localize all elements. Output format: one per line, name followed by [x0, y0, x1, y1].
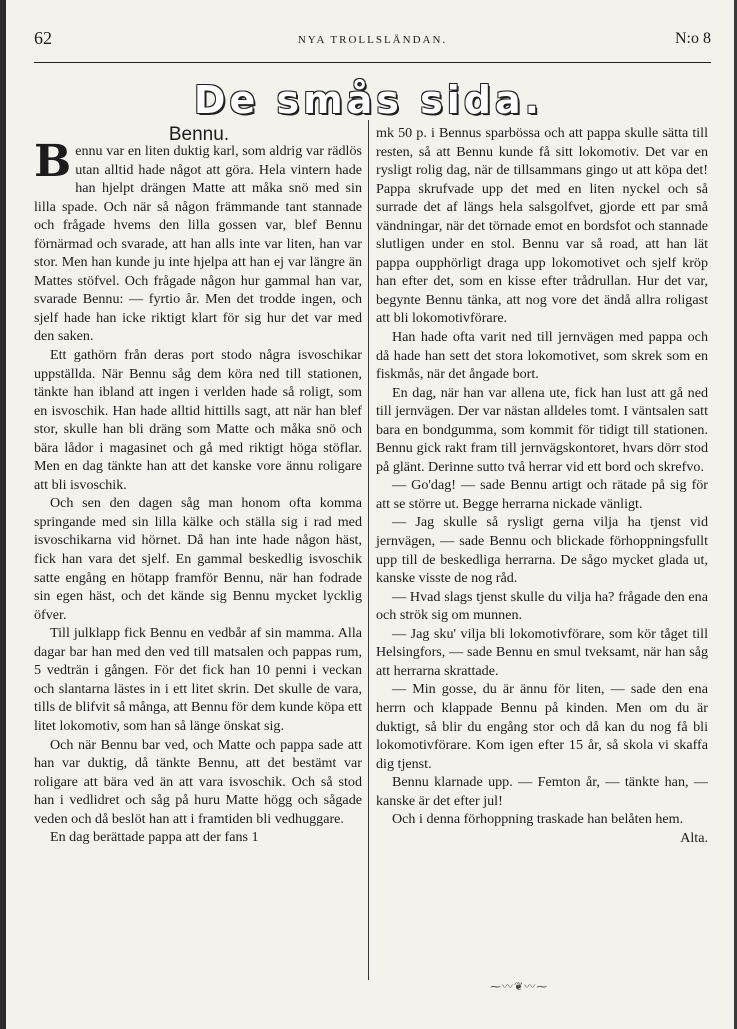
- section-title: De smås sida.: [193, 78, 544, 122]
- paragraph-text: ennu var en liten duktig karl, som aldrig var rädlös utan alltid hade något att göra. Hela vintern hade han hjelpt drängen Matte att måka snö med sin lilla spade. Och när så någon främmande tant stannade och frågade hvems den lilla gossen var, blef Bennu förnärmad och svarade, att han alls inte var liten, han var stor. Men han kunde ju inte hjelpa att han ej var längre än Mattes stöfvel. Och frågade någon hur gammal han var, svarade Bennu: — fyrtio år. Men det trodde ingen, och sjelf hade han icke riktigt klart för sig hur det var med den saken.: [34, 143, 362, 345]
- ornament-flourish-icon: ⁓〰❦〰⁓: [490, 981, 549, 993]
- paragraph: — Jag skulle så rysligt gerna vilja ha tjenst vid jernvägen, — sade Bennu och blickade förhoppningsfullt upp till de beskedliga herrarna. De sågo mycket glada ut, kanske visste de nog råd.: [376, 514, 708, 587]
- paragraph: En dag berättade pappa att der fans 1: [50, 829, 259, 846]
- text-column-left: [34, 136, 362, 847]
- paragraph: — Hvad slags tjenst skulle du vilja ha? frågade den ena och strök sig om munnen.: [376, 588, 708, 624]
- header-rule: [34, 62, 711, 63]
- running-header: [34, 24, 711, 54]
- paragraph: mk 50 p. i Bennus sparbössa och att pappa skulle sätta till resten, så att Bennu kunde få sitt lokomotiv. Det var en rysligt rolig dag, när de tillsammans gingo ut att köpa det! Pappa skrufvade upp det med en liten nyckel och så surrade det af längs hela salsgolfvet, gjorde ett par små vändningar, när det törnade emot en bordsfot och stannade slutligen under en stol. Bennu var så road, att han lät pappa oupphörligt draga upp lokomotivet och sjelf kröp han efter det, som en kisse efter trådrullan. Hur det var, begynte Bennu tänka, att nog vore det ändå allra roligast att bli lokomotivförare.: [376, 125, 708, 327]
- paragraph: Och när Bennu bar ved, och Matte och pappa sade att han var duktig, då tänkte Bennu, att det bestämt var roligare att bära ved än att vara isvoschik. Och så stod han i vedlidret och såg på huru Matte högg och sågade veden och då beslöt han att i framtiden bli vedhuggare.: [34, 736, 362, 827]
- paragraph: Och sen den dagen såg man honom ofta komma springande med sin lilla kälke och ställa sig i rad med isvoschikarna vid hörnet. Då han inte hade någon häst, fick han vara det sjelf. En gammal beskedlig isvoschik satte engång en hötapp framför Bennu, när han fodrade sin egen häst, och det kände sig Bennu mycket lycklig öfver.: [34, 495, 362, 623]
- journal-title: NYA TROLLSLÄNDAN.: [297, 34, 448, 46]
- page-number: 62: [34, 28, 52, 48]
- story-title: Bennu.: [168, 124, 230, 145]
- paragraph: — Jag sku' vilja bli lokomotivförare, som kör tåget till Helsingfors, — sade Bennu en smul tveksamt, när han såg att herrarna skrattade.: [376, 625, 708, 679]
- column-divider: [368, 120, 369, 980]
- text-column-right: [376, 124, 708, 847]
- page-edge-left: [0, 0, 6, 1029]
- issue-number: N:o 8: [675, 30, 711, 47]
- paragraph: Och i denna förhoppning traskade han belåten hem.: [392, 811, 684, 828]
- paragraph: Ett gathörn från deras port stodo några isvoschikar uppställda. När Bennu såg dem köra ned till stationen, tänkte han ibland att ingen i verlden hade så roligt, som en isvoschik. Han hade alltid hittills sagt, att när han blef stor, skulle han bli dräng som Matte och måka snö och bära lådor i magasinet och gå med riktigt höga stöflar. Men en dag tänkte han att det kanske vore ännu roligare att bli isvoschik.: [34, 347, 362, 493]
- signature: Alta.: [680, 829, 708, 846]
- paragraph: Till julklapp fick Bennu en vedbår af sin mamma. Alla dagar bar han med den ved till matsalen och pappas rum, 5 vedträn i gången. För det fick han 10 penni i veckan och slantarna lästes in i ett litet skrin. Det skulle de vara, tills de blifvit så många, att Bennu för dem kunde köpa ett litet lokomotiv, som han så länge önskat sig.: [34, 625, 362, 734]
- paragraph: [34, 136, 362, 346]
- drop-cap: B: [34, 136, 72, 187]
- paragraph: Han hade ofta varit ned till jernvägen med pappa och då hade han sett det stora lokomotivet, som skrek som en fiskmås, när det ångade bort.: [376, 329, 708, 383]
- paragraph: En dag, när han var allena ute, fick han lust att gå ned till jernvägen. Der var nästan alldeles tomt. I väntsalen satt bara en bondgumma, som kommit för tidigt till stationen. Bennu gick rakt fram till jernvägskontoret, hvars dörr stod på glänt. Derinne sutto två herrar vid ett bord och skrefvo.: [376, 384, 708, 475]
- paragraph: — Go'dag! — sade Bennu artigt och rätade på sig för att se större ut. Begge herrarna nickade vänligt.: [376, 477, 708, 512]
- paragraph: Bennu klarnade upp. — Femton år, — tänkte han, — kanske är det efter jul!: [376, 774, 708, 809]
- paragraph: — Min gosse, du är ännu för liten, — sade den ena herrn och klappade Bennu på kinden. Men om du är duktigt, så blir du engång stor och då kan du nog få bli lokomotivförare. Kom igen efter 15 år, så skola vi skaffa dig tjenst.: [376, 681, 708, 772]
